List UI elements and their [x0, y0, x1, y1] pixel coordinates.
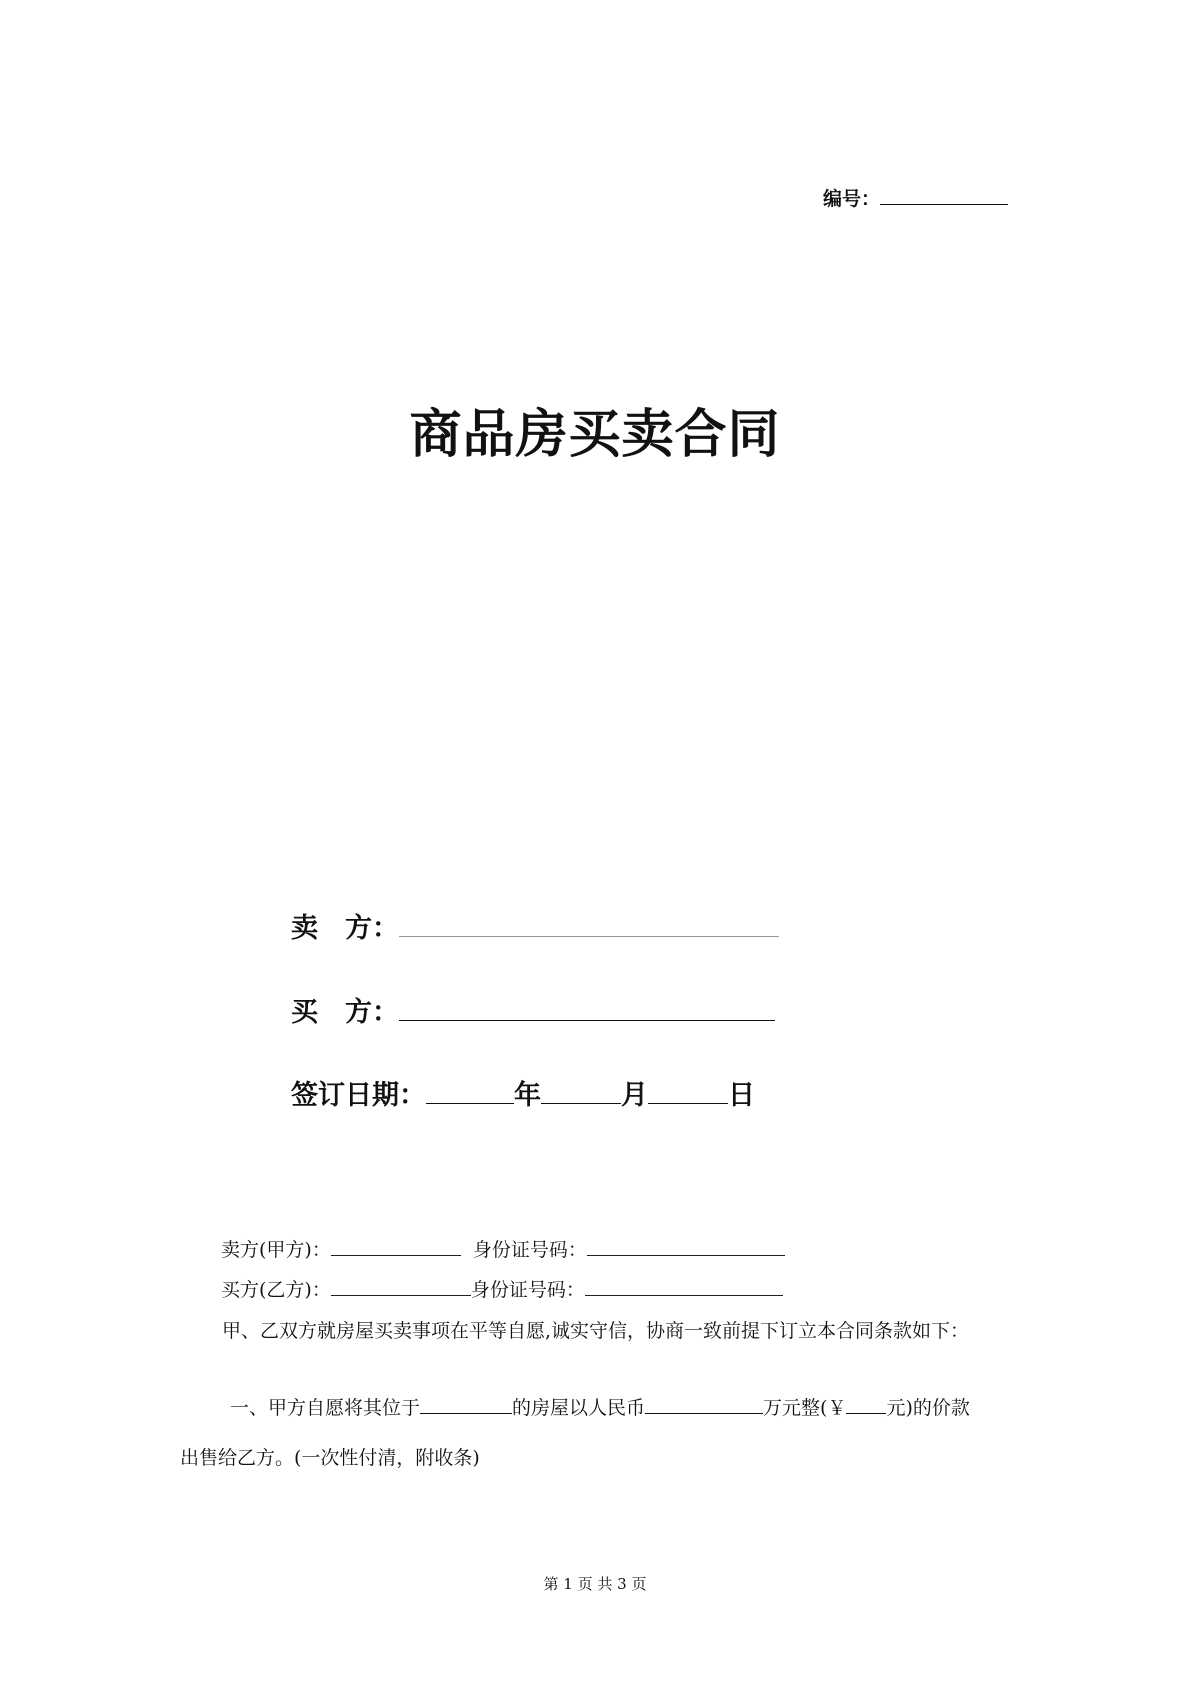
buyer-party-label: 买方(乙方)：	[221, 1279, 331, 1301]
document-number-blank[interactable]	[880, 184, 1008, 205]
cover-seller-label: 卖 方：	[291, 913, 399, 944]
seller-name-blank[interactable]	[331, 1235, 461, 1256]
buyer-info-line	[221, 1275, 783, 1302]
document-title: 商品房买卖合同	[409, 404, 781, 465]
property-location-blank[interactable]	[420, 1393, 512, 1414]
cover-buyer-label: 买 方：	[291, 997, 399, 1028]
clause-1-text-1: 一、甲方自愿将其位于	[230, 1397, 421, 1419]
price-figure-blank[interactable]	[846, 1393, 886, 1414]
agreement-paragraph: 甲、乙双方就房屋买卖事项在平等自愿,诚实守信，协商一致前提下订立本合同条款如下：	[222, 1320, 970, 1342]
seller-party-label: 卖方(甲方)：	[221, 1239, 331, 1261]
clause-1-line-1	[230, 1393, 970, 1420]
cover-buyer-line	[291, 990, 775, 1029]
month-label: 月	[621, 1080, 648, 1111]
cover-seller-blank[interactable]	[399, 908, 779, 937]
buyer-name-blank[interactable]	[331, 1275, 471, 1296]
day-blank[interactable]	[648, 1075, 728, 1104]
year-blank[interactable]	[426, 1075, 514, 1104]
cover-date-line	[291, 1073, 755, 1112]
buyer-id-label: 身份证号码：	[470, 1279, 585, 1301]
seller-id-label: 身份证号码：	[472, 1239, 587, 1261]
price-words-blank[interactable]	[645, 1393, 763, 1414]
day-label: 日	[728, 1080, 755, 1111]
cover-seller-line	[291, 906, 779, 945]
cover-buyer-blank[interactable]	[399, 992, 775, 1021]
clause-1-text-2: 的房屋以人民币	[512, 1397, 646, 1419]
buyer-id-blank[interactable]	[585, 1275, 783, 1296]
document-number	[823, 184, 1008, 211]
cover-date-label: 签订日期：	[291, 1080, 426, 1111]
year-label: 年	[514, 1080, 541, 1111]
clause-1-text-4: 元)的价款	[886, 1397, 970, 1419]
page-number: 第 1 页 共 3 页	[543, 1575, 647, 1593]
seller-id-blank[interactable]	[587, 1235, 785, 1256]
document-number-label: 编号：	[823, 188, 881, 210]
clause-1-line-2: 出售给乙方。(一次性付清，附收条)	[180, 1447, 480, 1469]
month-blank[interactable]	[541, 1075, 621, 1104]
clause-1-text-3: 万元整(￥	[763, 1397, 847, 1419]
seller-info-line	[221, 1235, 785, 1262]
